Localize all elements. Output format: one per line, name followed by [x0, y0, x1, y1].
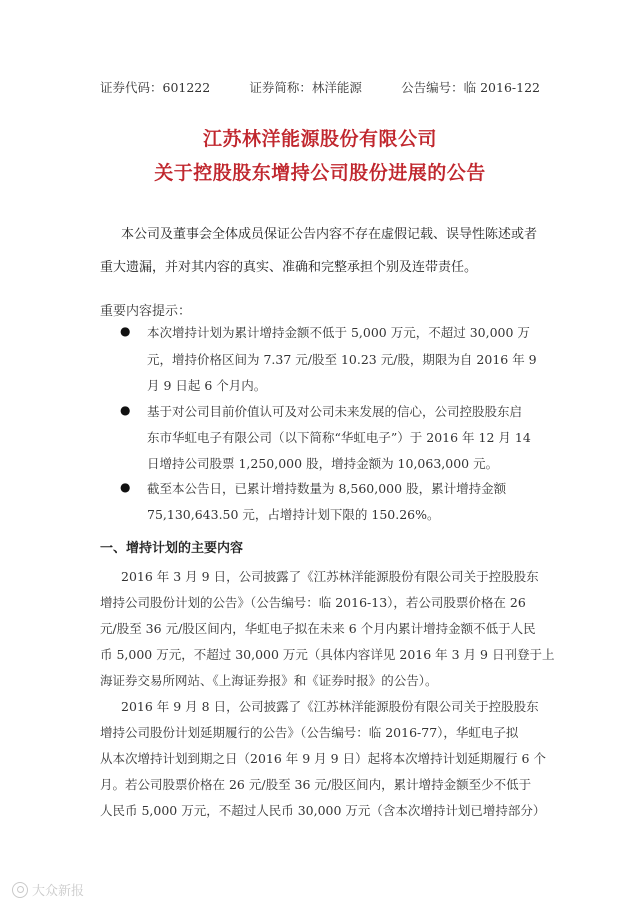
- bullet-icon: ●: [120, 403, 131, 417]
- highlight-1-line-1: 本次增持计划为累计增持金额不低于 5,000 万元，不超过 30,000 万: [147, 325, 530, 340]
- announcement-title: 关于控股股东增持公司股份进展的公告: [154, 162, 486, 184]
- stock-code: 证券代码：601222: [100, 80, 211, 95]
- bullet-icon: ●: [120, 324, 131, 338]
- para-1-line-2: 增持公司股份计划的公告》（公告编号：临 2016-13），若公司股票价格在 26: [100, 595, 526, 610]
- para-2-line-1: 2016 年 9 月 8 日，公司披露了《江苏林洋能源股份有限公司关于控股股东: [121, 699, 539, 714]
- para-1-line-4: 币 5,000 万元，不超过 30,000 万元（具体内容详见 2016 年 3 月 9 日刊登于上: [100, 647, 555, 662]
- watermark-text: 大众新报: [32, 884, 85, 899]
- statement-line-2: 重大遗漏，并对其内容的真实、准确和完整承担个别及连带责任。: [100, 260, 478, 275]
- highlight-2-line-2: 东市华虹电子有限公司（以下简称“华虹电子”）于 2016 年 12 月 14: [147, 430, 531, 445]
- para-1-line-3: 元/股至 36 元/股区间内，华虹电子拟在未来 6 个月内累计增持金额不低于人民: [100, 621, 536, 636]
- statement-line-1: 本公司及董事会全体成员保证公告内容不存在虚假记载、误导性陈述或者: [121, 227, 538, 242]
- highlight-1-line-3: 月 9 日起 6 个月内。: [147, 378, 267, 393]
- para-2-line-4: 月。若公司股票价格在 26 元/股至 36 元/股区间内，累计增持金额至少不低于: [100, 777, 532, 792]
- company-title: 江苏林洋能源股份有限公司: [202, 128, 437, 150]
- para-1-line-1: 2016 年 3 月 9 日，公司披露了《江苏林洋能源股份有限公司关于控股股东: [121, 569, 539, 584]
- para-1-line-5: 海证券交易所网站、《上海证券报》和《证券时报》的公告）。: [100, 673, 438, 688]
- highlight-1-line-2: 元，增持价格区间为 7.37 元/股至 10.23 元/股，期限为自 2016 年 9: [147, 352, 537, 367]
- watermark: [12, 880, 84, 899]
- highlight-3-line-2: 75,130,643.50 元，占增持计划下限的 150.26%。: [147, 507, 440, 522]
- section-1-heading: 一、增持计划的主要内容: [100, 541, 244, 556]
- stock-short-name: 证券简称：林洋能源: [249, 80, 362, 95]
- notice-number: 公告编号：临 2016-122: [401, 80, 540, 95]
- highlight-2-line-3: 日增持公司股票 1,250,000 股，增持金额为 10,063,000 元。: [147, 456, 499, 471]
- brand-logo-icon: [12, 882, 28, 898]
- highlights-heading: 重要内容提示：: [100, 304, 192, 319]
- highlight-2-line-1: 基于对公司目前价值认可及对公司未来发展的信心，公司控股股东启: [147, 404, 523, 419]
- highlight-3-line-1: 截至本公告日，已累计增持数量为 8,560,000 股，累计增持金额: [147, 481, 507, 496]
- para-2-line-5: 人民币 5,000 万元，不超过人民币 30,000 万元（含本次增持计划已增持部分）: [100, 803, 546, 818]
- bullet-icon: ●: [120, 480, 131, 494]
- para-2-line-3: 从本次增持计划到期之日（2016 年 9 月 9 日）起将本次增持计划延期履行 6 个: [100, 751, 546, 766]
- document-header: [100, 78, 540, 96]
- para-2-line-2: 增持公司股份计划延期履行的公告》（公告编号：临 2016-77），华虹电子拟: [100, 725, 519, 740]
